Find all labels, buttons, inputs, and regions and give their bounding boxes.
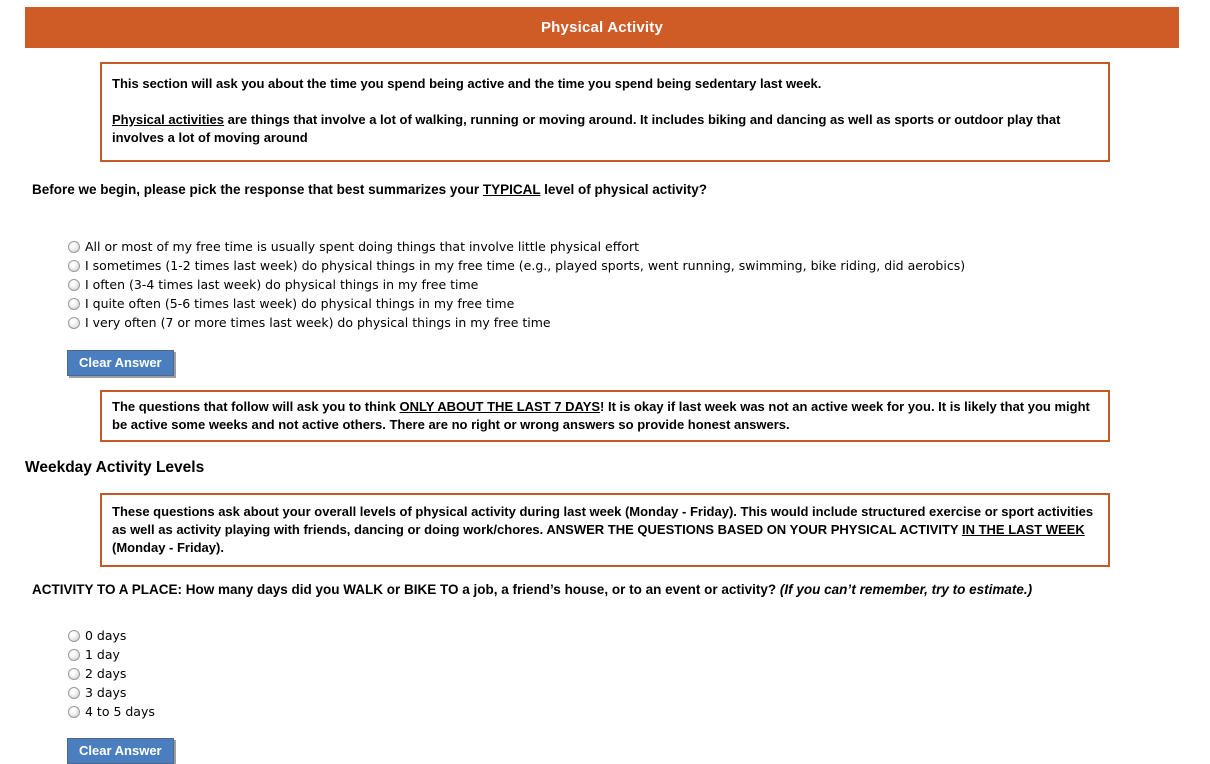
radio-button-icon[interactable] [68,279,80,291]
radio-option-typical-4[interactable] [68,313,1210,332]
radio-option-label: I quite often (5-6 times last week) do physical things in my free time [85,296,515,311]
radio-option-label: 4 to 5 days [85,704,155,719]
radio-option-typical-0[interactable] [68,237,1210,256]
radio-button-icon[interactable] [68,649,80,661]
weekday-info-box [100,493,1110,567]
radio-option-label: All or most of my free time is usually spent doing things that involve little physical effort [85,239,640,254]
radio-button-icon[interactable] [68,630,80,642]
page-header [25,7,1179,48]
radio-button-icon[interactable] [68,706,80,718]
underlined-term: ONLY ABOUT THE LAST 7 DAYS [399,399,601,414]
radio-option-days-0[interactable] [68,626,1210,645]
radio-option-typical-2[interactable] [68,275,1210,294]
last7days-info-box [100,390,1110,442]
radio-option-label: I often (3-4 times last week) do physical things in my free time [85,277,479,292]
intro-paragraph-1: This section will ask you about the time you spend being active and the time you spend being sedentary last week. [112,76,822,91]
underlined-term: Physical activities [112,112,225,127]
radio-option-label: 2 days [85,666,127,681]
radio-option-label: I sometimes (1-2 times last week) do physical things in my free time (e.g., played sports, went running, swimming, bike riding, did aerobics) [85,258,966,273]
typical-activity-radio-group [68,237,1210,332]
radio-button-icon[interactable] [68,668,80,680]
radio-option-days-4[interactable] [68,702,1210,721]
intro-paragraph-2: Physical activities are things that involve a lot of walking, running or moving around. It includes biking and dancing as well as sports or outdoor play that involves a lot of moving around [112,112,1061,145]
radio-option-label: 3 days [85,685,127,700]
underlined-term: IN THE LAST WEEK [961,522,1085,537]
radio-option-days-1[interactable] [68,645,1210,664]
radio-button-icon[interactable] [68,687,80,699]
weekday-paragraph: These questions ask about your overall levels of physical activity during last week (Monday - Friday). This would include structured exercise or sport activities as well as activity playing with friends, dancing or doing work/chores. ANSWER THE QUESTIONS BASED ON YOUR PHYSICAL ACTIVITY IN THE LAST WEEK (Monday - Friday). [112,504,1094,555]
page-title: Physical Activity [540,19,664,36]
radio-option-typical-3[interactable] [68,294,1210,313]
question-typical-activity: Before we begin, please pick the response that best summarizes your TYPICAL level of physical activity? [32,182,707,197]
section-heading-weekday-activity: Weekday Activity Levels [25,459,205,476]
question-walk-bike-days: ACTIVITY TO A PLACE: How many days did you WALK or BIKE TO a job, a friend’s house, or to an event or activity? (If you can’t remember, try to estimate.) [32,582,1033,597]
walk-bike-days-radio-group [68,626,1210,721]
radio-button-icon[interactable] [68,298,80,310]
radio-option-label: 1 day [85,647,120,662]
radio-button-icon[interactable] [68,260,80,272]
italic-hint: (If you can’t remember, try to estimate.) [779,582,1033,597]
last7days-paragraph: The questions that follow will ask you to think ONLY ABOUT THE LAST 7 DAYS! It is okay if last week was not an active week for you. It is likely that you might be active some weeks and not active others. There are no right or wrong answers so provide honest answers. [112,399,1090,432]
radio-option-typical-1[interactable] [68,256,1210,275]
radio-button-icon[interactable] [68,317,80,329]
intro-info-box [100,62,1110,162]
radio-option-label: I very often (7 or more times last week) do physical things in my free time [85,315,551,330]
radio-option-days-2[interactable] [68,664,1210,683]
radio-button-icon[interactable] [68,241,80,253]
radio-option-label: 0 days [85,628,127,643]
radio-option-days-3[interactable] [68,683,1210,702]
clear-answer-button-walk-bike[interactable]: Clear Answer [67,738,174,764]
clear-answer-button-typical[interactable]: Clear Answer [67,350,174,376]
underlined-term: TYPICAL [482,182,541,197]
